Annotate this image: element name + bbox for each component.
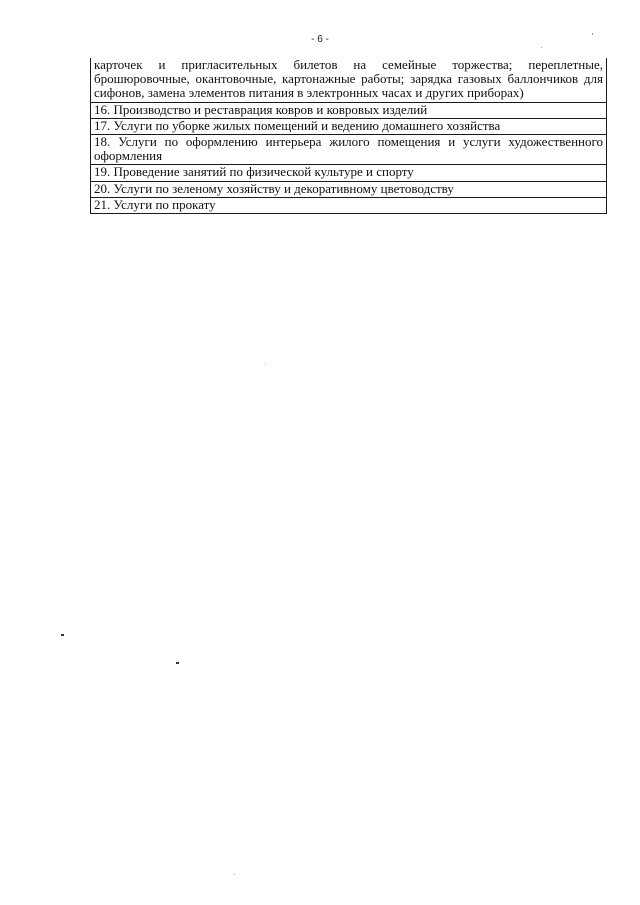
table-cell: 17. Услуги по уборке жилых помещений и ведению домашнего хозяйства bbox=[91, 118, 607, 134]
scan-speck bbox=[176, 662, 179, 664]
table-cell: 16. Производство и реставрация ковров и ковровых изделий bbox=[91, 102, 607, 118]
scan-speck bbox=[265, 364, 266, 365]
page-number: - 6 - bbox=[311, 34, 329, 45]
scan-speck bbox=[234, 874, 235, 875]
table-cell: 20. Услуги по зеленому хозяйству и декоративному цветоводству bbox=[91, 181, 607, 197]
scan-speck bbox=[61, 634, 64, 636]
table-row bbox=[91, 165, 607, 181]
scan-speck bbox=[592, 33, 593, 35]
table-row bbox=[91, 102, 607, 118]
table-cell: 21. Услуги по прокату bbox=[91, 197, 607, 213]
table-row bbox=[91, 135, 607, 165]
services-table bbox=[90, 58, 607, 214]
scan-speck bbox=[541, 47, 542, 48]
table-row bbox=[91, 181, 607, 197]
table-row bbox=[91, 58, 607, 102]
table-cell: 19. Проведение занятий по физической культуре и спорту bbox=[91, 165, 607, 181]
table-cell: 18. Услуги по оформлению интерьера жилого помещения и услуги художественного оформления bbox=[91, 135, 607, 165]
table-cell: карточек и пригласительных билетов на семейные торжества; переплетные, брошюровочные, окантовочные, картонажные работы; зарядка газовых баллончиков для сифонов, замена элементов питания в электронных часах и других приборах) bbox=[91, 58, 607, 102]
table-row bbox=[91, 197, 607, 213]
table-row bbox=[91, 118, 607, 134]
